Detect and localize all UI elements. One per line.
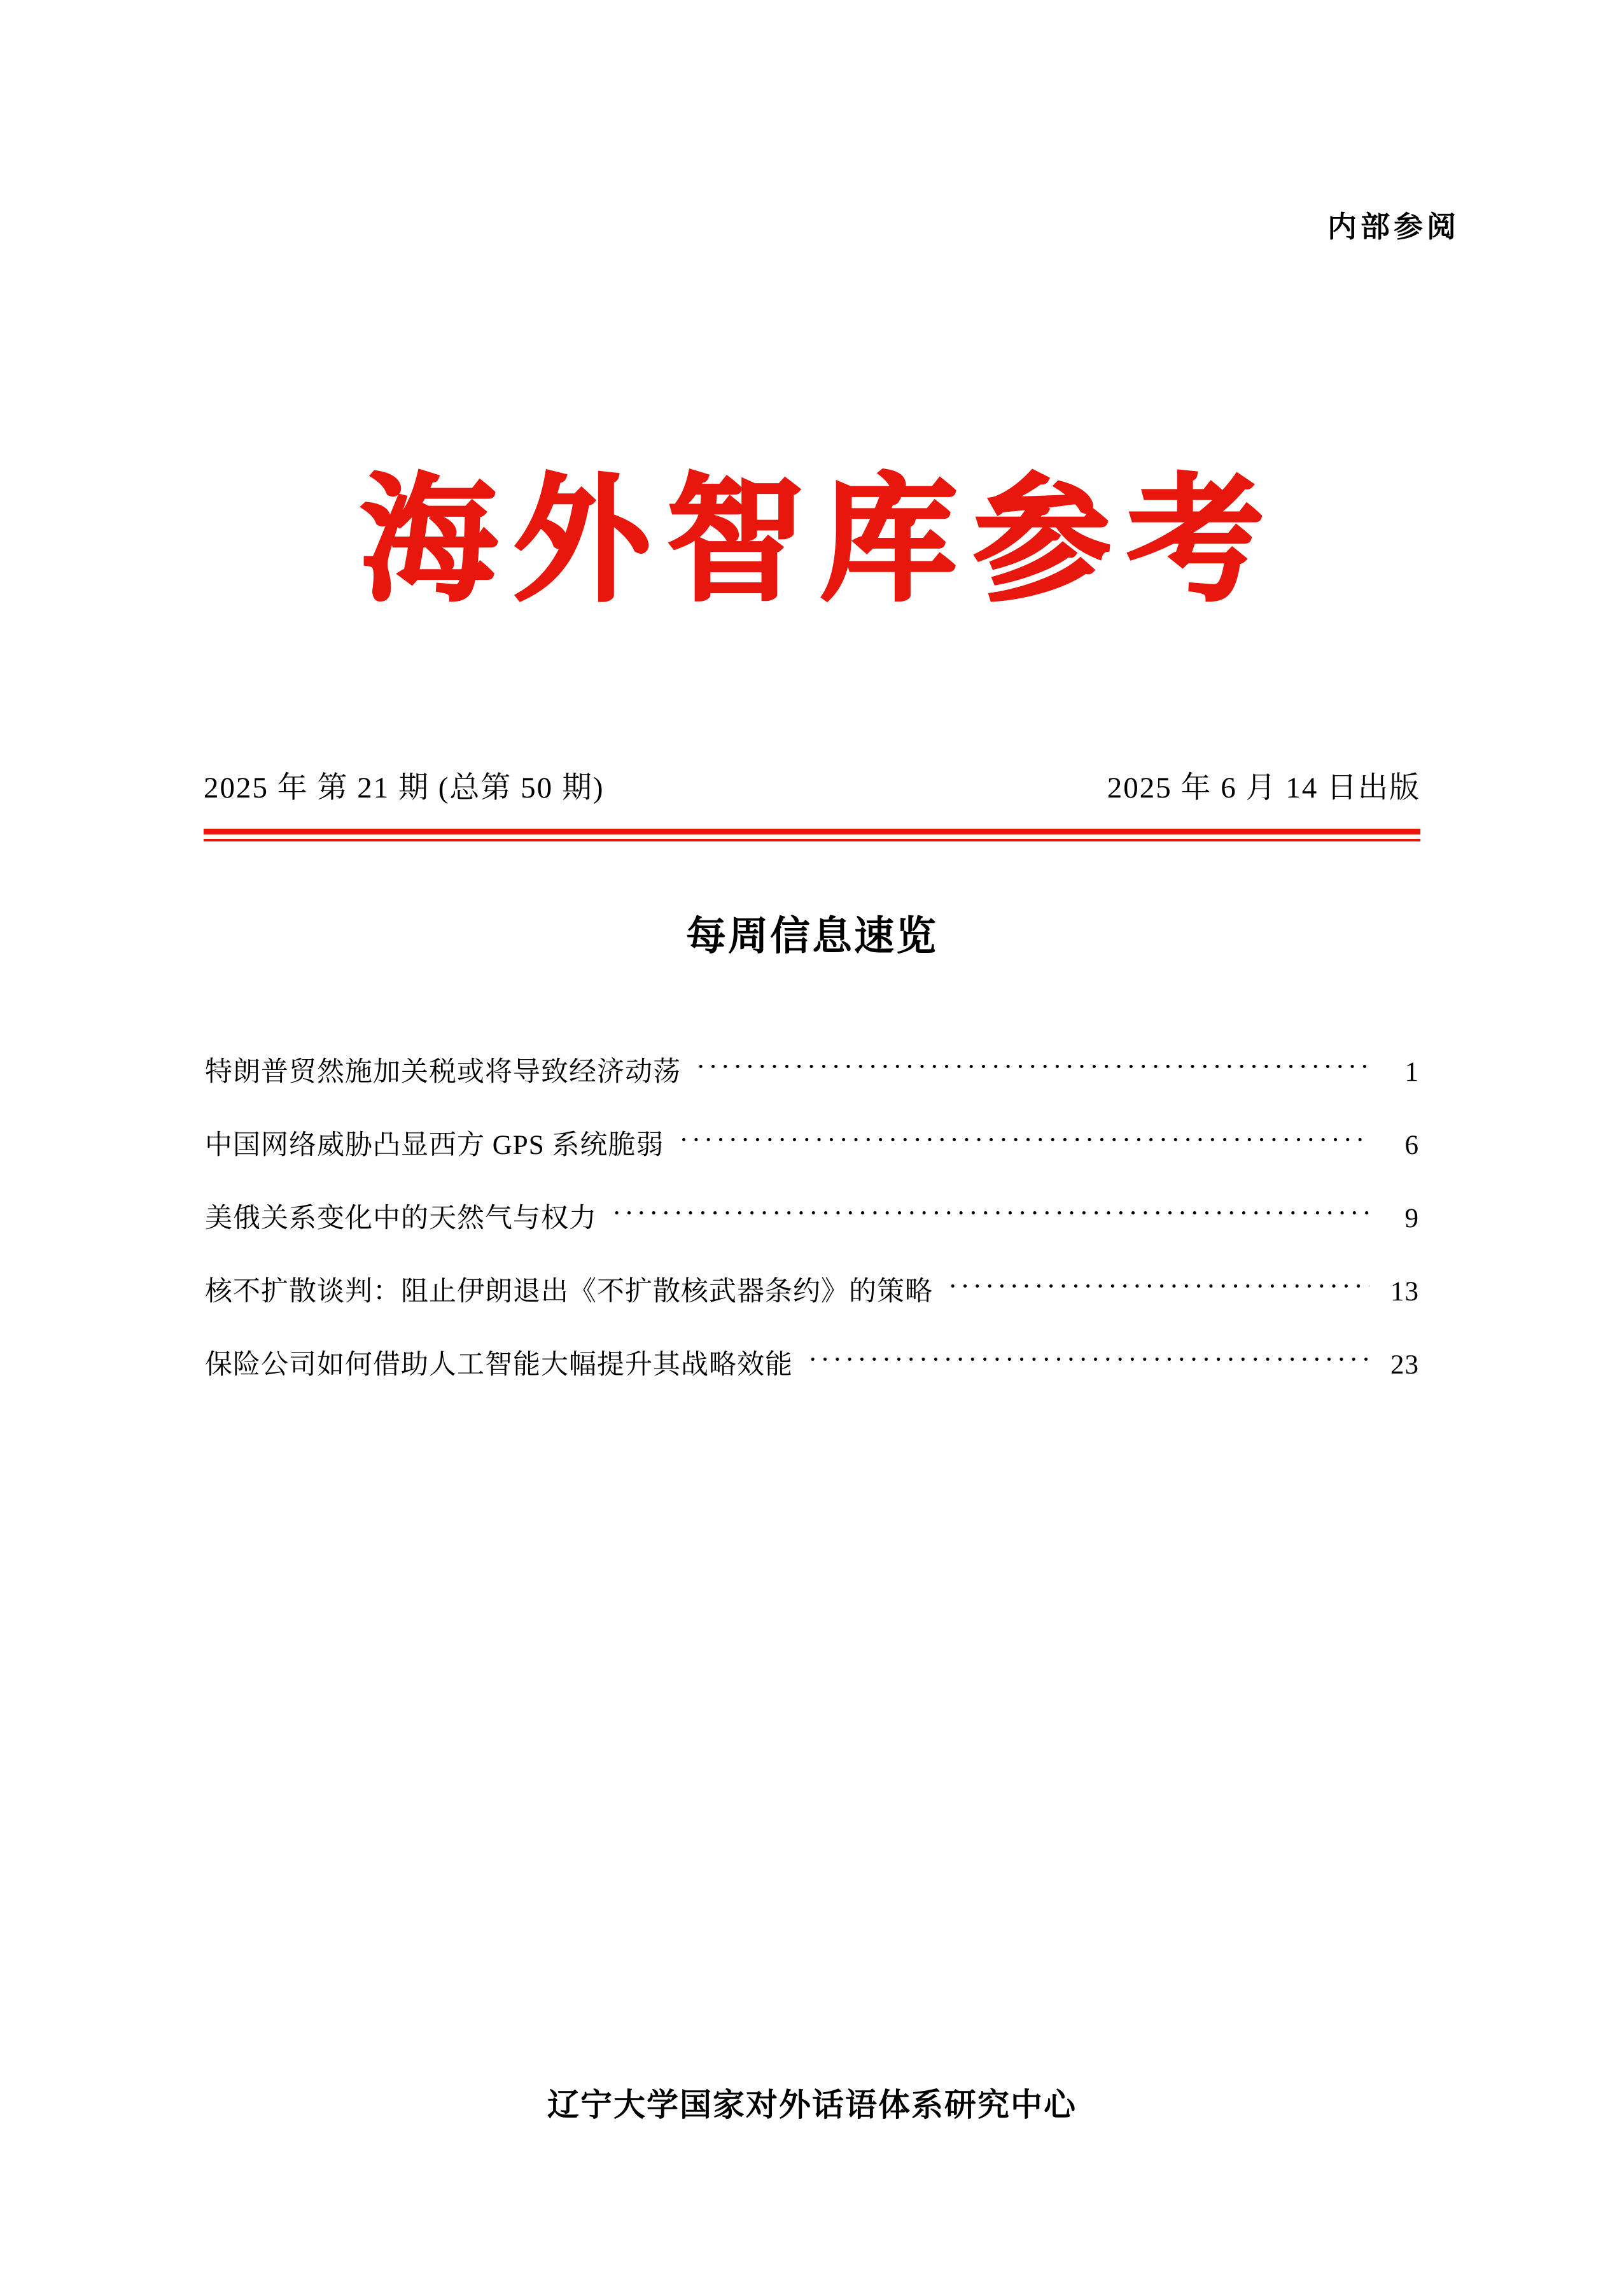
toc-entry-page: 6 — [1404, 1130, 1419, 1160]
toc-entry-title: 美俄关系变化中的天然气与权力 — [205, 1204, 597, 1234]
toc-leader-dots — [679, 1127, 1369, 1154]
toc-entry-page: 1 — [1404, 1057, 1419, 1087]
internal-circulation-note: 内部参阅 — [1327, 209, 1460, 244]
divider-thick-line — [204, 829, 1420, 834]
publisher-footer: 辽宁大学国家对外话语体系研究中心 — [547, 2086, 1077, 2123]
toc-leader-dots — [696, 1053, 1369, 1081]
list-item[interactable] — [205, 1050, 1419, 1089]
toc-entry-title: 中国网络威胁凸显西方 GPS 系统脆弱 — [205, 1130, 664, 1160]
table-of-contents — [205, 1050, 1419, 1416]
toc-entry-page: 13 — [1390, 1277, 1419, 1307]
toc-entry-page: 9 — [1404, 1204, 1419, 1234]
toc-entry-title: 核不扩散谈判：阻止伊朗退出《不扩散核武器条约》的策略 — [205, 1277, 933, 1307]
divider-thin-line — [204, 839, 1420, 841]
toc-entry-title: 特朗普贸然施加关税或将导致经济动荡 — [205, 1057, 681, 1087]
list-item[interactable] — [205, 1197, 1419, 1235]
masthead — [0, 459, 1624, 620]
journal-title: 海外智库参考 — [360, 459, 1280, 620]
divider-gap — [204, 834, 1420, 839]
double-rule-divider — [204, 829, 1420, 841]
toc-entry-title: 保险公司如何借助人工智能大幅提升其战略效能 — [205, 1350, 793, 1380]
contents-heading: 每周信息速览 — [686, 913, 938, 959]
issue-number: 2025 年 第 21 期 (总第 50 期) — [204, 771, 605, 805]
list-item[interactable] — [205, 1343, 1419, 1382]
toc-entry-page: 23 — [1390, 1350, 1419, 1380]
publication-date: 2025 年 6 月 14 日出版 — [1107, 771, 1420, 805]
list-item[interactable] — [205, 1123, 1419, 1162]
list-item[interactable] — [205, 1270, 1419, 1309]
issue-line — [204, 764, 1420, 806]
toc-leader-dots — [808, 1346, 1369, 1374]
toc-leader-dots — [948, 1273, 1369, 1300]
toc-leader-dots — [612, 1200, 1369, 1227]
